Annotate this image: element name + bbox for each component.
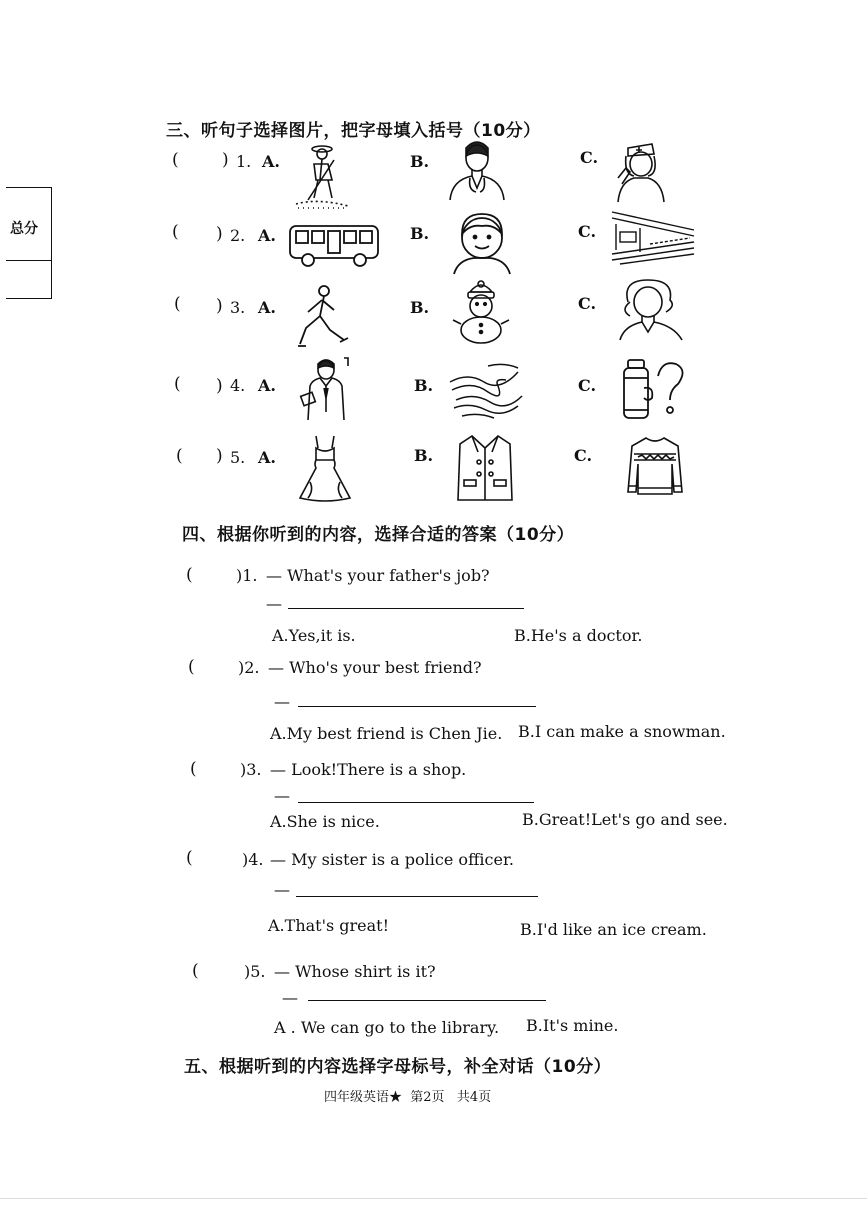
- doctor-icon: [446, 136, 508, 206]
- answer-paren-close: ): [216, 296, 223, 316]
- option-letter: A.: [258, 376, 276, 395]
- boy-icon: [450, 210, 514, 280]
- coat-icon: [454, 432, 516, 508]
- question-number: )3.: [240, 760, 262, 779]
- answer-paren-open: (: [192, 961, 199, 981]
- section-4-heading: 四、根据你听到的内容，选择合适的答案（10分）: [182, 525, 575, 545]
- question-text: — What's your father's job?: [266, 566, 490, 585]
- answer-blank-line: [308, 1000, 546, 1001]
- option-b: B.It's mine.: [526, 1016, 619, 1035]
- question-text: — Who's your best friend?: [268, 658, 482, 677]
- page-footer: 四年级英语★ 第2页 共4页: [324, 1090, 492, 1105]
- option-a: A.Yes,it is.: [272, 626, 356, 645]
- option-letter: A.: [258, 448, 276, 467]
- option-b: B.I'd like an ice cream.: [520, 920, 707, 939]
- answer-dash: —: [274, 880, 290, 899]
- option-b: B.He's a doctor.: [514, 626, 643, 645]
- farmer-icon: [288, 140, 353, 216]
- option-letter: B.: [410, 298, 430, 317]
- question-text: — Look!There is a shop.: [270, 760, 467, 779]
- total-score-label: 总分: [10, 221, 38, 237]
- item-number: 5.: [230, 448, 246, 467]
- option-letter: B.: [410, 224, 430, 243]
- answer-paren-open: (: [176, 446, 183, 466]
- answer-paren-open: (: [186, 848, 193, 868]
- option-letter: B.: [414, 446, 434, 465]
- sweater-icon: [626, 434, 684, 504]
- snowman-icon: [452, 280, 510, 348]
- option-b: B.Great!Let's go and see.: [522, 810, 728, 829]
- item-number: 4.: [230, 376, 246, 395]
- woman-icon: [616, 276, 686, 346]
- option-a: A.That's great!: [268, 916, 390, 935]
- section-3-heading: 三、听句子选择图片，把字母填入括号（10分）: [166, 121, 541, 141]
- answer-paren-close: ): [222, 150, 229, 170]
- answer-dash: —: [274, 692, 290, 711]
- train-station-icon: [610, 210, 696, 270]
- bottle-question-icon: [618, 356, 690, 426]
- option-letter: A.: [258, 298, 276, 317]
- item-number: 3.: [230, 298, 246, 317]
- item-number: 1.: [236, 152, 252, 171]
- bus-icon: [288, 222, 382, 272]
- option-letter: B.: [414, 376, 434, 395]
- answer-paren-close: ): [216, 376, 223, 396]
- option-a: A.My best friend is Chen Jie.: [270, 724, 503, 743]
- option-a: A . We can go to the library.: [274, 1018, 500, 1037]
- walking-man-icon: [294, 284, 350, 354]
- answer-blank-line: [296, 896, 538, 897]
- item-number: 2.: [230, 226, 246, 245]
- option-letter: A.: [258, 226, 276, 245]
- answer-paren-open: (: [174, 374, 181, 394]
- question-number: )4.: [242, 850, 264, 869]
- question-number: )5.: [244, 962, 266, 981]
- option-letter: B.: [410, 152, 430, 171]
- question-text: — Whose shirt is it?: [274, 962, 436, 981]
- section-5-heading: 五、根据听到的内容选择字母标号，补全对话（10分）: [184, 1057, 612, 1077]
- businessman-icon: [298, 356, 354, 426]
- option-letter: A.: [262, 152, 280, 171]
- answer-blank-line: [288, 608, 524, 609]
- option-letter: C.: [578, 222, 597, 241]
- answer-paren-open: (: [174, 294, 181, 314]
- option-a: A.She is nice.: [270, 812, 380, 831]
- question-number: )2.: [238, 658, 260, 677]
- question-text: — My sister is a police officer.: [270, 850, 514, 869]
- answer-paren-open: (: [186, 565, 193, 585]
- answer-paren-open: (: [188, 657, 195, 677]
- question-number: )1.: [236, 566, 258, 585]
- wind-icon: [448, 362, 524, 426]
- total-score-box: [6, 187, 52, 299]
- answer-paren-open: (: [190, 759, 197, 779]
- answer-blank-line: [298, 802, 534, 803]
- answer-blank-line: [298, 706, 536, 707]
- option-letter: C.: [574, 446, 593, 465]
- option-b: B.I can make a snowman.: [518, 722, 726, 741]
- option-letter: C.: [578, 294, 597, 313]
- answer-dash: —: [266, 594, 282, 613]
- nurse-icon: [612, 138, 670, 208]
- answer-dash: —: [274, 786, 290, 805]
- answer-dash: —: [282, 988, 298, 1007]
- dress-icon: [294, 434, 356, 506]
- answer-paren-close: ): [216, 446, 223, 466]
- option-letter: C.: [578, 376, 597, 395]
- answer-paren-open: (: [172, 222, 179, 242]
- answer-paren-close: ): [216, 224, 223, 244]
- page-bottom-rule: [0, 1198, 867, 1199]
- score-box-divider: [6, 260, 51, 261]
- option-letter: C.: [580, 148, 599, 167]
- answer-paren-open: (: [172, 150, 179, 170]
